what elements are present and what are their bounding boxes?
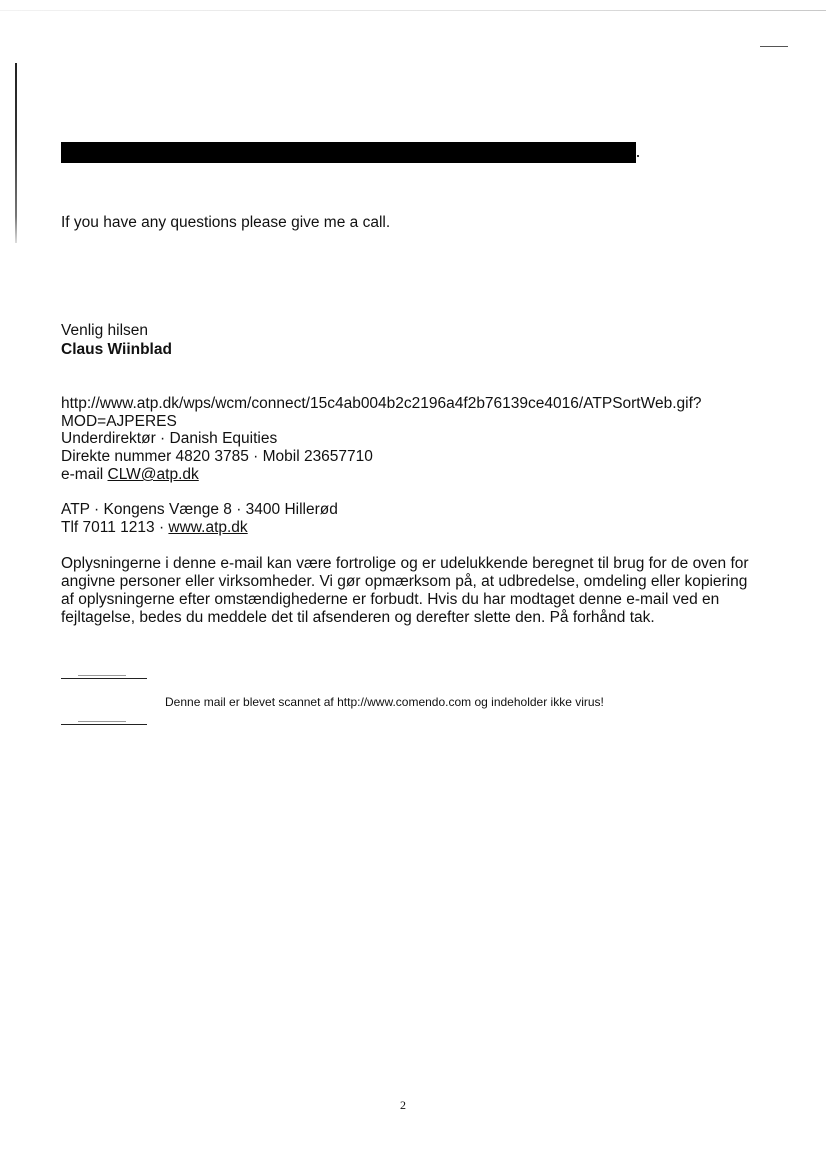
- greeting: Venlig hilsen: [61, 322, 149, 339]
- tlf-label: Tlf 7011 1213 ·: [61, 519, 169, 536]
- redaction-bar: [61, 142, 636, 163]
- email-label: e-mail: [61, 466, 108, 483]
- page-number: 2: [400, 1098, 406, 1112]
- email-link[interactable]: CLW@atp.dk: [107, 466, 199, 483]
- website-link[interactable]: www.atp.dk: [168, 519, 248, 536]
- scan-corner-mark: [760, 46, 788, 47]
- signature-title: Underdirektør · Danish Equities: [61, 430, 278, 447]
- redaction-trailing-dot: [637, 155, 639, 157]
- scan-left-edge: [15, 63, 17, 243]
- separator-shadow-top: [78, 675, 126, 676]
- signature-tlf-line: [61, 519, 248, 537]
- scan-top-edge: [0, 10, 826, 11]
- sender-name: Claus Wiinblad: [61, 341, 172, 358]
- signature-image-url-continued: MOD=AJPERES: [61, 413, 177, 430]
- virus-scan-note: Denne mail er blevet scannet af http://www.comendo.com og indeholder ikke virus!: [165, 695, 604, 709]
- separator-rule-bottom: [61, 724, 147, 725]
- signature-phone: Direkte nummer 4820 3785 · Mobil 23657710: [61, 448, 373, 465]
- signature-address: ATP · Kongens Vænge 8 · 3400 Hillerød: [61, 501, 338, 518]
- disclaimer-paragraph: Oplysningerne i denne e-mail kan være fortrolige og er udelukkende beregnet til brug for de oven for angivne personer eller virksomheder. Vi gør opmærksom på, at udbredelse, omdeling eller kopiering af oplysningerne efter omstændighederne er forbudt. Hvis du har modtaget denne e-mail ved en fejltagelse, bedes du meddele det til afsenderen og derefter slette den. På forhånd tak.: [61, 555, 749, 626]
- question-line: If you have any questions please give me a call.: [61, 214, 391, 231]
- signature-image-url: http://www.atp.dk/wps/wcm/connect/15c4ab004b2c2196a4f2b76139ce4016/ATPSortWeb.gif?: [61, 395, 702, 412]
- separator-rule-top: [61, 678, 147, 679]
- signature-email-line: [61, 466, 199, 484]
- separator-shadow-bottom: [78, 721, 126, 722]
